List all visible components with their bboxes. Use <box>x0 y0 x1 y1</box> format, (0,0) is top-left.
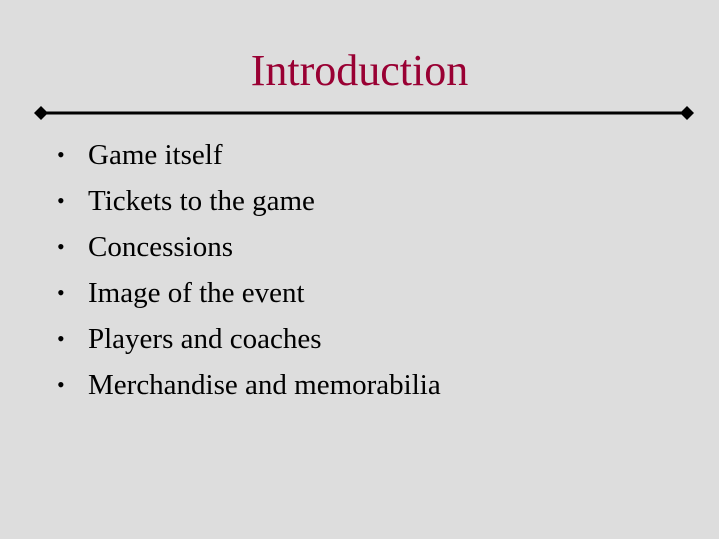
bullet-dot-icon: • <box>57 326 65 351</box>
bullet-text: Image of the event <box>88 277 305 309</box>
bullet-dot-icon: • <box>57 280 65 305</box>
bullet-text: Concessions <box>88 231 233 263</box>
bullet-dot-icon: • <box>57 372 65 397</box>
bullet-dot-icon: • <box>57 188 65 213</box>
bullet-dot-icon: • <box>57 234 65 259</box>
bullet-text: Merchandise and memorabilia <box>88 369 441 401</box>
title-divider <box>34 106 694 120</box>
bullet-text: Players and coaches <box>88 323 322 355</box>
slide-title: Introduction <box>250 46 469 95</box>
divider-left-diamond-icon <box>34 106 48 120</box>
bullet-text: Tickets to the game <box>88 185 315 217</box>
bullet-text: Game itself <box>88 139 223 171</box>
divider-right-diamond-icon <box>680 106 694 120</box>
bullet-dot-icon: • <box>57 142 65 167</box>
